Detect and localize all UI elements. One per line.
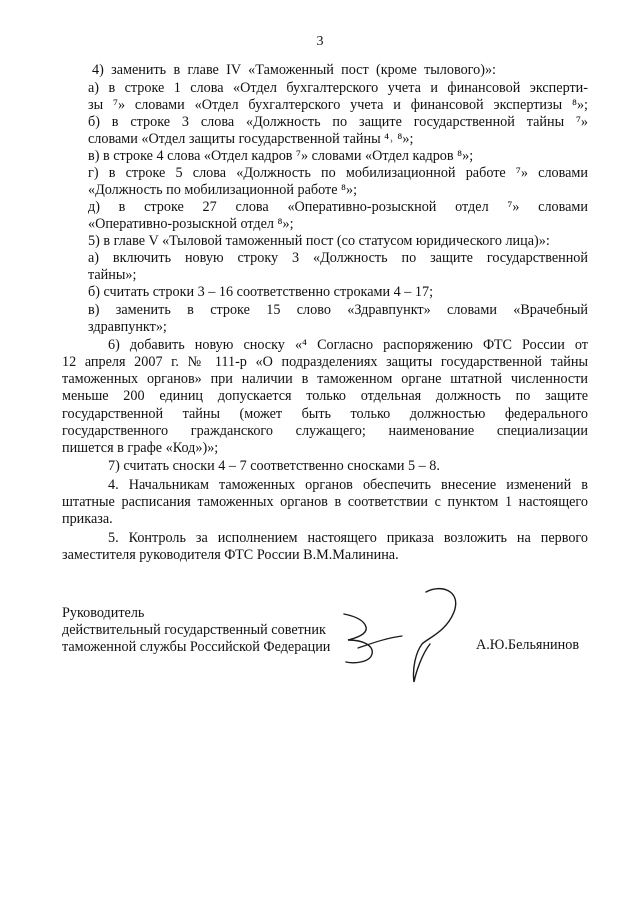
text-line-27: приказа. — [62, 511, 113, 527]
signatory-name: А.Ю.Бельянинов — [476, 637, 580, 653]
text-line-7: г) в строке 5 слова «Должность по мобилизационной работе ⁷» словами — [88, 165, 588, 181]
text-line-10: «Оперативно-розыскной отдел ⁸»; — [88, 216, 294, 232]
text-line-15: в) заменить в строке 15 слово «Здравпункт» словами «Врачебный — [88, 302, 588, 318]
text-line-9: д) в строке 27 слова «Оперативно-розыскной отдел ⁷» словами — [88, 199, 588, 215]
text-line-3: зы ⁷» словами «Отдел бухгалтерского учета и финансовой экспертизы ⁸»; — [88, 97, 588, 113]
text-line-25: 4. Начальникам таможенных органов обеспечить внесение изменений в — [108, 477, 588, 493]
text-line-13: тайны»; — [88, 267, 137, 283]
text-line-6: в) в строке 4 слова «Отдел кадров ⁷» словами «Отдел кадров ⁸»; — [88, 148, 474, 164]
text-line-11: 5) в главе V «Тыловой таможенный пост (со статусом юридического лица)»: — [88, 233, 550, 249]
text-line-21: государственной тайны (может быть только должностью федерального — [62, 406, 588, 422]
text-line-19: таможенных органов» при наличии в таможенном органе штатной численности — [62, 371, 588, 387]
handwritten-signature — [330, 582, 480, 692]
text-line-8: «Должность по мобилизационной работе ⁸»; — [88, 182, 358, 198]
text-line-24: 7) считать сноски 4 – 7 соответственно сносками 5 – 8. — [108, 458, 440, 474]
text-line-14: б) считать строки 3 – 16 соответственно строками 4 – 17; — [88, 284, 434, 300]
signatory-position-line-3: таможенной службы Российской Федерации — [62, 639, 331, 655]
text-line-16: здравпункт»; — [88, 319, 167, 335]
text-line-1: 4) заменить в главе IV «Таможенный пост (кроме тылового)»: — [92, 62, 496, 78]
text-line-28: 5. Контроль за исполнением настоящего приказа возложить на первого — [108, 530, 588, 546]
text-line-2: а) в строке 1 слова «Отдел бухгалтерского учета и финансовой эксперти- — [88, 80, 588, 96]
text-line-23: пишется в графе «Код»)»; — [62, 440, 219, 456]
text-line-5: словами «Отдел защиты государственной тайны ⁴˒ ⁸»; — [88, 131, 414, 147]
text-line-22: государственного гражданского служащего; наименование специализации — [62, 423, 588, 439]
text-line-26: штатные расписания таможенных органов в соответствии с пунктом 1 настоящего — [62, 494, 588, 510]
text-line-29: заместителя руководителя ФТС России В.М.Малинина. — [62, 547, 399, 563]
text-line-12: а) включить новую строку 3 «Должность по защите государственной — [88, 250, 588, 266]
signatory-position-line-1: Руководитель — [62, 605, 145, 621]
text-line-4: б) в строке 3 слова «Должность по защите государственной тайны ⁷» — [88, 114, 588, 130]
text-line-20: меньше 200 единиц допускается только отдельная должность по защите — [62, 388, 588, 404]
text-line-17: 6) добавить новую сноску «⁴ Согласно распоряжению ФТС России от — [108, 337, 588, 353]
page-number: 3 — [316, 34, 324, 49]
signatory-position-line-2: действительный государственный советник — [62, 622, 326, 638]
text-line-18: 12 апреля 2007 г. № 111-р «О подразделениях защиты государственной тайны — [62, 354, 588, 370]
